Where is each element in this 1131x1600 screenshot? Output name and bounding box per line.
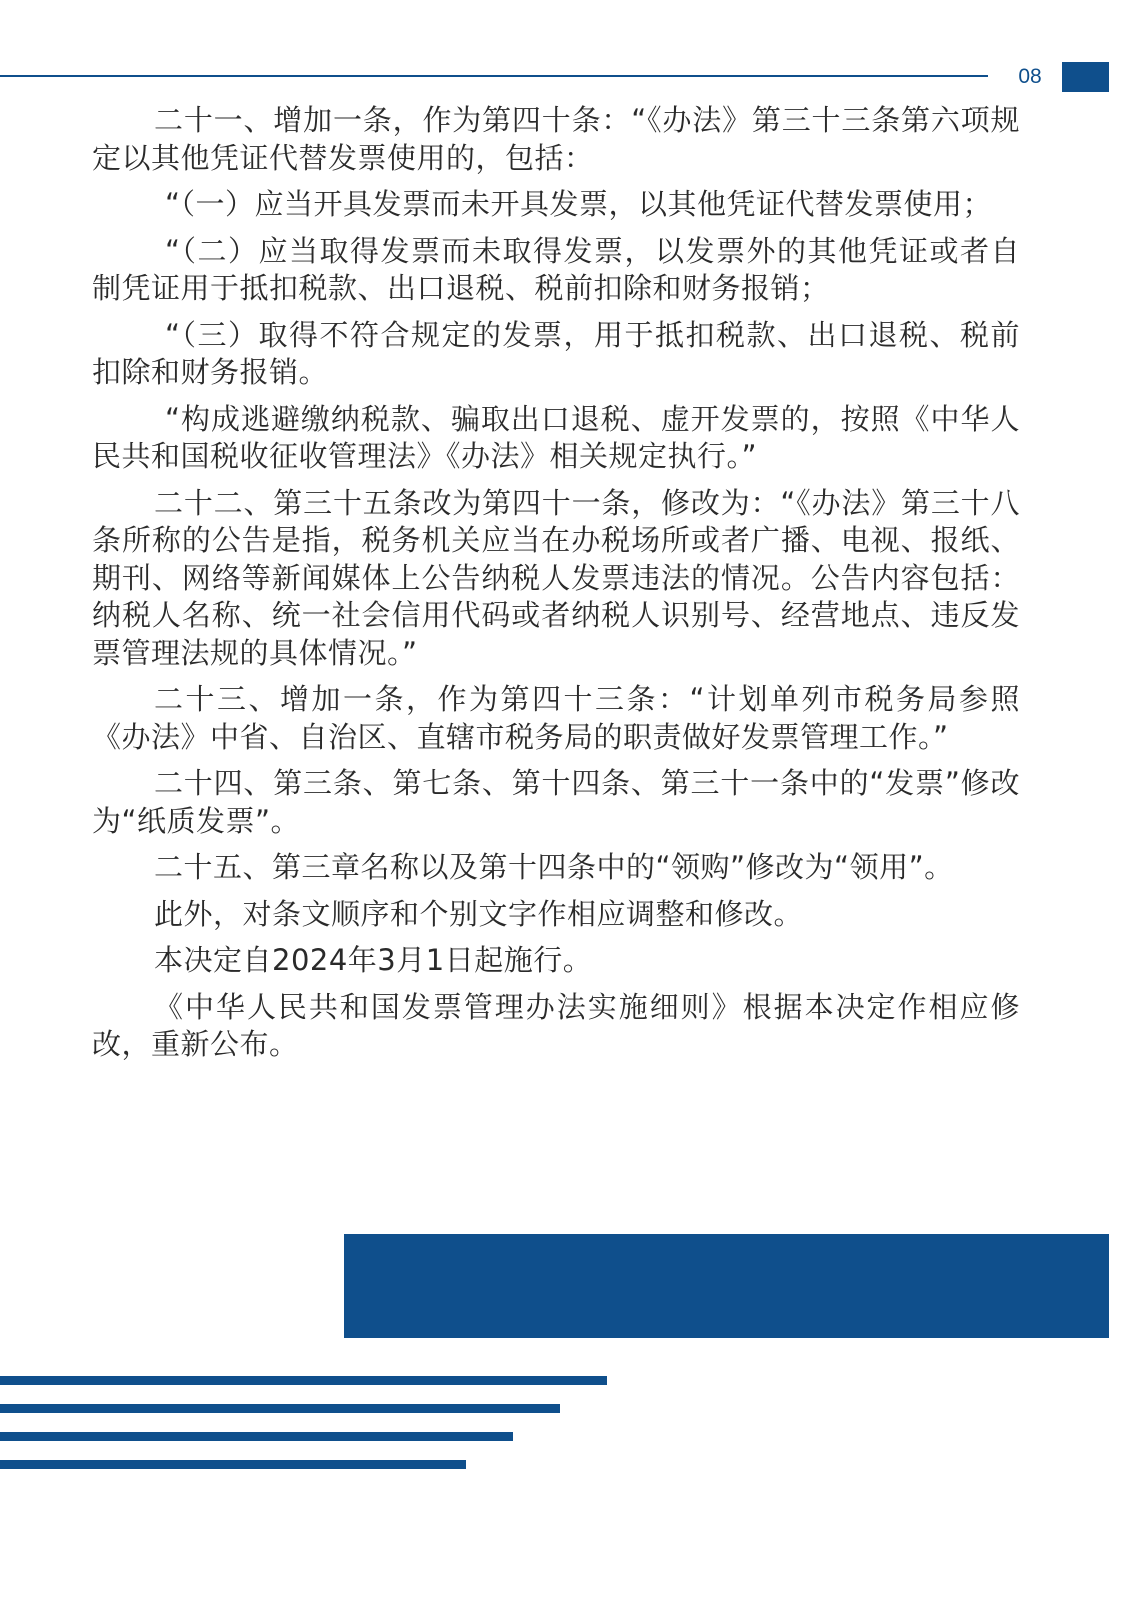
- paragraph-effective-date: 本决定自2024年3月1日起施行。: [154, 943, 593, 977]
- paragraph-article-24: 二十四、第三条、第七条、第十四条、第三十一条中的“发票”修改为“纸质发票”。: [92, 766, 1020, 838]
- page-number: 08: [1018, 65, 1042, 88]
- document-body: [92, 102, 1020, 1073]
- paragraph-item-2: “（二）应当取得发票而未取得发票，以发票外的其他凭证或者自制凭证用于抵扣税款、出口退税、税前扣除和财务报销；: [92, 233, 1020, 305]
- header-rule: [0, 75, 988, 77]
- paragraph-other-changes: 此外，对条文顺序和个别文字作相应调整和修改。: [154, 896, 804, 931]
- paragraph-item-consequence: “构成逃避缴纳税款、骗取出口退税、虚开发票的，按照《中华人民共和国税收征收管理法》《办法》相关规定执行。”: [92, 401, 1020, 473]
- paragraph-article-25: 二十五、第三章名称以及第十四条中的“领购”修改为“领用”。: [154, 850, 954, 884]
- header-corner-block: [1062, 62, 1109, 92]
- paragraph-article-22: 二十二、第三十五条改为第四十一条，修改为：“《办法》第三十八条所称的公告是指，税务机关应当在办税场所或者广播、电视、报纸、期刊、网络等新闻媒体上公告纳税人发票违法的情况。公告内容包括：纳税人名称、统一社会信用代码或者纳税人识别号、经营地点、违反发票管理法规的具体情况。”: [92, 485, 1020, 670]
- decorative-stripe: [0, 1432, 513, 1441]
- paragraph-item-1: “（一）应当开具发票而未开具发票，以其他凭证代替发票使用；: [165, 187, 993, 221]
- paragraph-republish: 《中华人民共和国发票管理办法实施细则》根据本决定作相应修改，重新公布。: [92, 989, 1020, 1061]
- paragraph-article-23: 二十三、增加一条，作为第四十三条：“计划单列市税务局参照《办法》中省、自治区、直辖市税务局的职责做好发票管理工作。”: [92, 682, 1020, 754]
- paragraph-item-3: “（三）取得不符合规定的发票，用于抵扣税款、出口退税、税前扣除和财务报销。: [92, 317, 1020, 389]
- decorative-stripe: [0, 1376, 607, 1385]
- decorative-stripe: [0, 1460, 466, 1469]
- decorative-band: [344, 1234, 1109, 1338]
- paragraph-article-21: 二十一、增加一条，作为第四十条：“《办法》第三十三条第六项规定以其他凭证代替发票使用的，包括：: [92, 103, 1020, 175]
- decorative-stripe: [0, 1404, 560, 1413]
